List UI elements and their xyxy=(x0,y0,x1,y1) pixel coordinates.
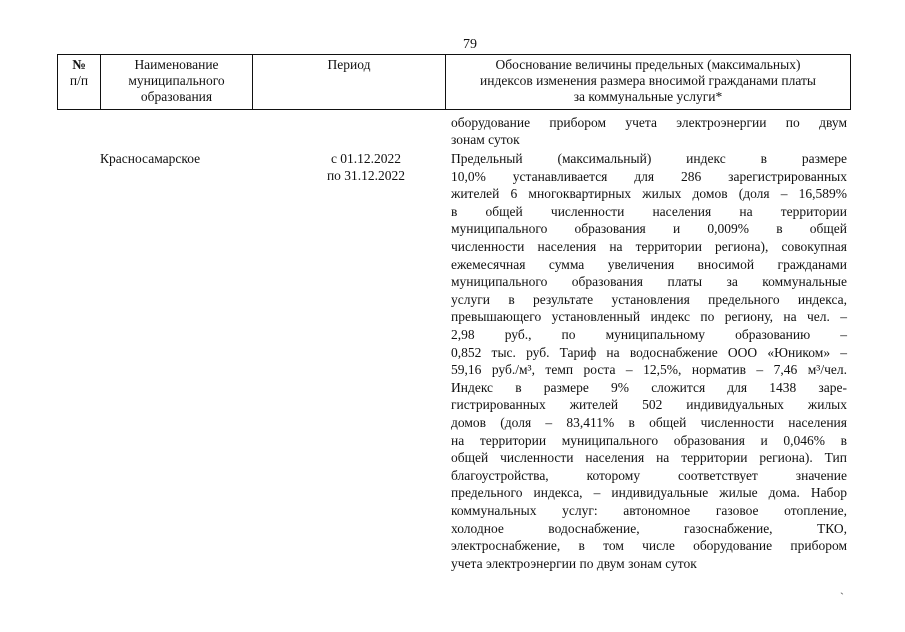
justification-line: Индекс в размере 9% сложится для 1438 заре- xyxy=(451,379,847,395)
continuation-line: оборудование прибором учета электроэнергии по двум xyxy=(451,115,847,130)
justification-line: 59,16 руб./м³, темп роста – 12,5%, норматив – 7,46 м³/чел. xyxy=(451,362,847,378)
header-col-justification xyxy=(446,55,850,109)
justification-line: услуги в результате установления предельного индекса, xyxy=(451,291,847,307)
justification-line: в общей численности населения на территории xyxy=(451,203,847,219)
header-col-justification-line: за коммунальные услуги* xyxy=(573,89,723,104)
justification-line: 2,98 руб., по муниципальному образованию – xyxy=(451,327,847,342)
justification-line: предельного индекса, – индивидуальные жилые дома. Набор xyxy=(451,485,847,501)
justification-line: численности населения на территории региона), совокупная xyxy=(451,239,847,254)
justification-line: общей численности населения на территории региона). Тип xyxy=(451,450,847,466)
justification-line: Предельный (максимальный) индекс в размере xyxy=(451,151,847,166)
continuation-line: зонам суток xyxy=(451,132,520,147)
justification-line: муниципального образования платы за коммунальные xyxy=(451,274,847,290)
scan-mark: ` xyxy=(840,590,844,604)
justification-line: на территории муниципального образования и 0,046% в xyxy=(451,432,847,448)
justification-line: 0,852 тыс. руб. Тариф на водоснабжение ООО «Юником» – xyxy=(451,344,847,360)
header-col-municipality-line: образования xyxy=(140,89,213,104)
header-col-number xyxy=(58,55,101,109)
header-col-municipality-line: Наименование xyxy=(134,57,219,72)
period-end: по 31.12.2022 xyxy=(326,168,406,183)
justification-line: превышающего установленный индекс по региону, на чел. – xyxy=(451,309,847,325)
justification-line: жителей 6 многоквартирных жилых домов (доля – 16,589% xyxy=(451,186,847,202)
header-col-number-line: № xyxy=(72,57,86,72)
justification-line: коммунальных услуг: автономное газовое отопление, xyxy=(451,503,847,518)
justification-line: учета электроэнергии по двум зонам суток xyxy=(451,555,697,571)
header-col-municipality-line: муниципального xyxy=(128,73,225,88)
header-col-justification-line: индексов изменения размера вносимой гражданами платы xyxy=(480,73,816,88)
justification-line: холодное водоснабжение, газоснабжение, ТКО, xyxy=(451,520,847,536)
period-start: с 01.12.2022 xyxy=(330,151,402,166)
justification-line: муниципального образования и 0,009% в общей xyxy=(451,221,847,237)
justification-line: гистрированных жителей 502 индивидуальных жилых xyxy=(451,397,847,413)
header-col-period xyxy=(253,55,446,109)
justification-line: домов (доля – 83,411% в общей численности населения xyxy=(451,415,847,430)
table-header xyxy=(57,54,851,110)
justification-line: ежемесячная сумма увеличения вносимой гражданами xyxy=(451,256,847,272)
justification-line: 10,0% устанавливается для 286 зарегистрированных xyxy=(451,168,847,184)
header-col-municipality xyxy=(101,55,253,109)
justification-line: электроснабжение, в том числе оборудование прибором xyxy=(451,538,847,554)
header-col-number-line: п/п xyxy=(69,73,89,88)
page-number: 79 xyxy=(463,37,477,52)
justification-line: благоустройства, которому соответствует значение xyxy=(451,467,847,483)
header-col-justification-line: Обоснование величины предельных (максимальных) xyxy=(495,57,801,72)
municipality-name: Красносамарское xyxy=(100,151,201,166)
period xyxy=(318,150,414,184)
header-col-period-label: Период xyxy=(327,57,371,72)
